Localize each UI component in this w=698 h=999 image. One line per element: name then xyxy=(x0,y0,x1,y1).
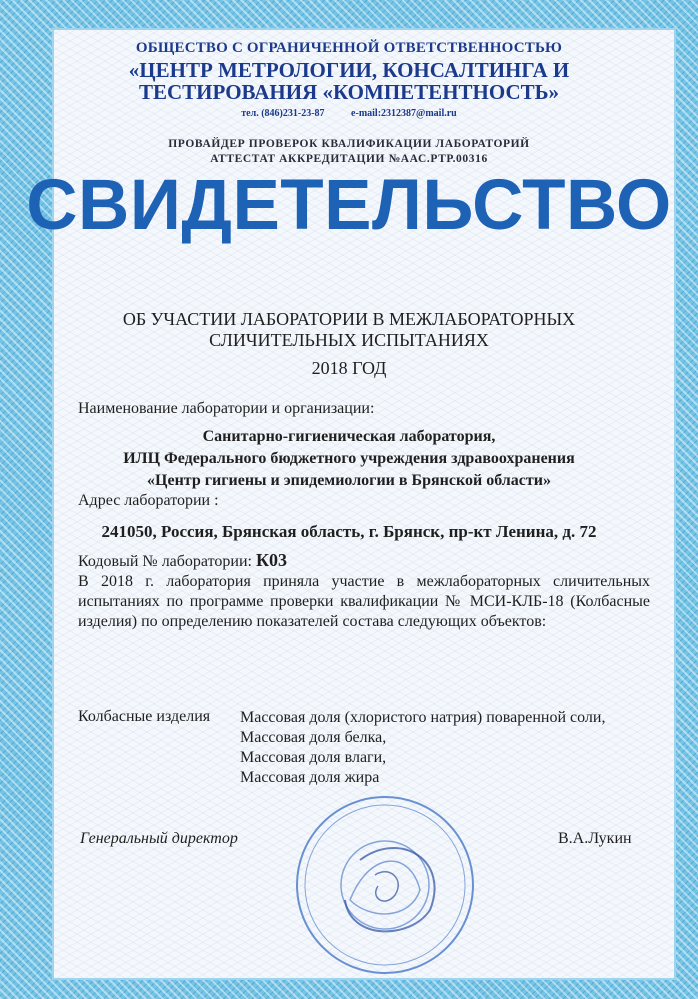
list-item: Массовая доля (хлористого натрия) поваренной соли, xyxy=(240,709,606,726)
seal-stamp xyxy=(290,790,480,980)
list-item: Массовая доля жира xyxy=(240,769,380,786)
address-label: Адрес лаборатории : xyxy=(78,492,219,509)
list-item: Массовая доля влаги, xyxy=(240,749,387,766)
lab-name-line-2: ИЛЦ Федерального бюджетного учреждения здравоохранения xyxy=(123,450,575,467)
participation-paragraph: В 2018 г. лаборатория приняла участие в межлабораторных сличительных испытаниях по программе проверки квалификации № МСИ-КЛБ-18 (Колбасные изделия) по определению показателей состава следующих объектов: xyxy=(78,573,650,630)
issuer-line-3: ТЕСТИРОВАНИЯ «КОМПЕТЕНТНОСТЬ» xyxy=(138,80,560,104)
lab-code-row xyxy=(78,550,287,571)
lab-address: 241050, Россия, Брянская область, г. Брянск, пр-кт Ленина, д. 72 xyxy=(101,522,597,541)
list-item: Массовая доля белка, xyxy=(240,729,387,746)
lab-code: К03 xyxy=(255,550,288,570)
subtitle-line-2: СЛИЧИТЕЛЬНЫХ ИСПЫТАНИЯХ xyxy=(209,330,489,350)
lab-name-label: Наименование лаборатории и организации: xyxy=(78,400,375,417)
accreditation-line: АТТЕСТАТ АККРЕДИТАЦИИ №ААС.РТР.00316 xyxy=(210,153,488,165)
issuer-email: e-mail:2312387@mail.ru xyxy=(351,108,457,119)
certificate-title: СВИДЕТЕЛЬСТВО xyxy=(26,166,672,245)
lab-name-line-3: «Центр гигиены и эпидемиологии в Брянской области» xyxy=(147,472,551,489)
lab-name-line-1: Санитарно-гигиеническая лаборатория, xyxy=(202,428,496,445)
signature-position: Генеральный директор xyxy=(80,830,238,847)
issuer-line-1: ОБЩЕСТВО С ОГРАНИЧЕННОЙ ОТВЕТСТВЕННОСТЬЮ xyxy=(135,40,563,56)
object-list xyxy=(240,708,605,788)
object-category: Колбасные изделия xyxy=(78,708,211,725)
issuer-phone: тел. (846)231-23-87 xyxy=(241,108,325,119)
lab-code-label: Кодовый № лаборатории: xyxy=(78,553,252,570)
issuer-contacts xyxy=(0,108,698,119)
certificate-year: 2018 ГОД xyxy=(311,358,387,378)
signature-name: В.А.Лукин xyxy=(558,830,632,847)
provider-line: ПРОВАЙДЕР ПРОВЕРОК КВАЛИФИКАЦИИ ЛАБОРАТОРИЙ xyxy=(168,138,530,150)
issuer-line-2: «ЦЕНТР МЕТРОЛОГИИ, КОНСАЛТИНГА И xyxy=(128,58,570,82)
subtitle-line-1: ОБ УЧАСТИИ ЛАБОРАТОРИИ В МЕЖЛАБОРАТОРНЫХ xyxy=(122,309,576,329)
